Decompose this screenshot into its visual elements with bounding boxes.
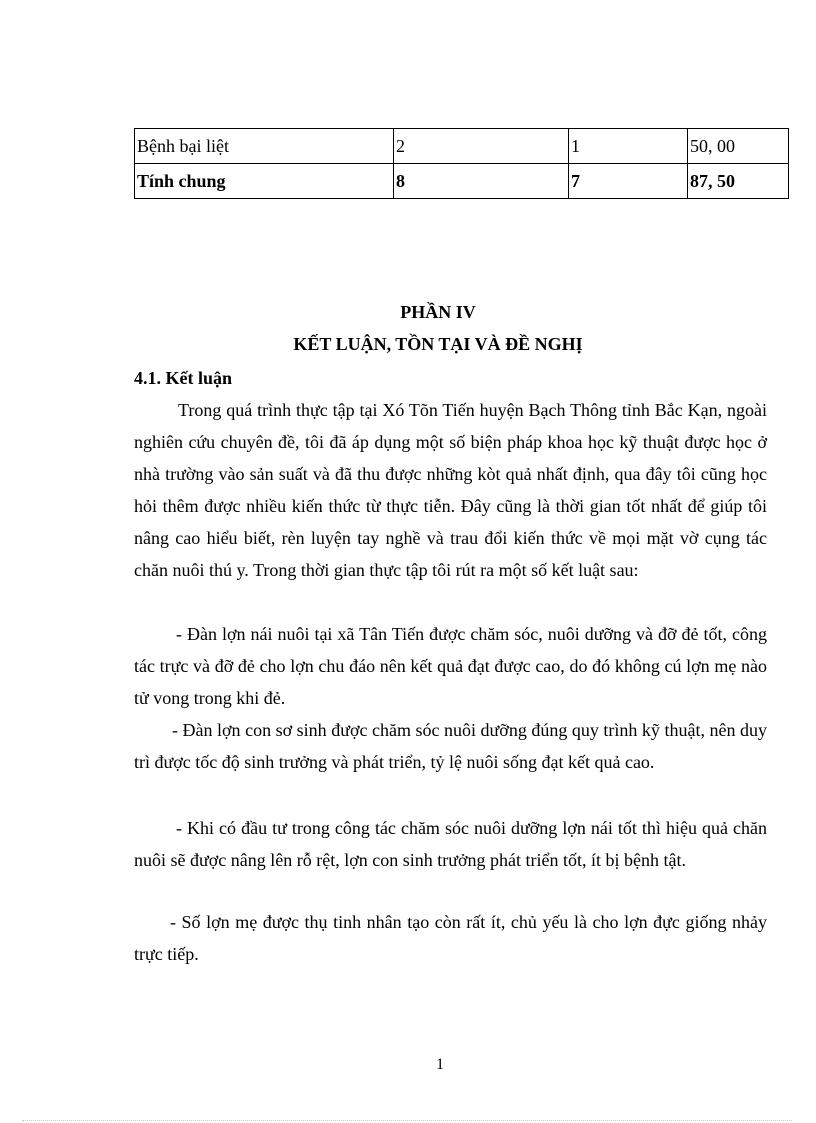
section-heading: 4.1. Kết luận — [134, 368, 233, 388]
page-number: 1 — [436, 1056, 444, 1073]
table-cell-value: 1 — [569, 129, 688, 164]
table-row — [135, 129, 789, 164]
conclusion-item: - Số lợn mẹ được thụ tinh nhân tạo còn rất ít, chủ yếu là cho lợn đực giống nhảy trực tiếp. — [134, 912, 767, 964]
page-bottom-rule — [22, 1120, 792, 1121]
table-cell-disease: Tính chung — [135, 164, 394, 199]
table-cell-disease: Bệnh bại liệt — [135, 129, 394, 164]
table-cell-rate: 87, 50 — [688, 164, 789, 199]
table-cell-rate: 50, 00 — [688, 129, 789, 164]
disease-stats-table — [134, 128, 789, 199]
table-row-total — [135, 164, 789, 199]
intro-paragraph: Trong quá trình thực tập tại Xó Tõn Tiến huyện Bạch Thông tỉnh Bắc Kạn, ngoài nghiên cứu chuyên đề, tôi đã áp dụng một số biện pháp khoa học kỹ thuật được học ở nhà trường vào sản suất và đã thu được những kòt quả nhất định, qua đây tôi cũng học hỏi thêm được nhiều kiến thức từ thực tiễn. Đây cũng là thời gian tốt nhất để giúp tôi nâng cao hiểu biết, rèn luyện tay nghề và trau đổi kiến thức về mọi mặt vờ cụng tác chăn nuôi thú y. Trong thời gian thực tập tôi rút ra một số kết luật sau: — [134, 400, 767, 580]
chapter-title: KẾT LUẬN, TỒN TẠI VÀ ĐỀ NGHỊ — [293, 334, 583, 354]
table-cell-value: 7 — [569, 164, 688, 199]
table-cell-value: 8 — [394, 164, 569, 199]
conclusion-item: - Khi có đầu tư trong công tác chăm sóc nuôi dưỡng lợn nái tốt thì hiệu quả chăn nuôi sẽ được nâng lên rỗ rệt, lợn con sinh trưởng phát triển tốt, ít bị bệnh tật. — [134, 818, 767, 870]
conclusion-item: - Đàn lợn con sơ sinh được chăm sóc nuôi dưỡng đúng quy trình kỹ thuật, nên duy trì được tốc độ sinh trưởng và phát triển, tỷ lệ nuôi sống đạt kết quả cao. — [134, 720, 767, 772]
part-title: PHẦN IV — [400, 302, 476, 322]
conclusion-item: - Đàn lợn nái nuôi tại xã Tân Tiến được chăm sóc, nuôi dưỡng và đỡ đẻ tốt, công tác trực và đỡ đẻ cho lợn chu đáo nên kết quả đạt được cao, do đó không cú lợn mẹ nào tử vong trong khi đẻ. — [134, 624, 767, 708]
table-cell-value: 2 — [394, 129, 569, 164]
